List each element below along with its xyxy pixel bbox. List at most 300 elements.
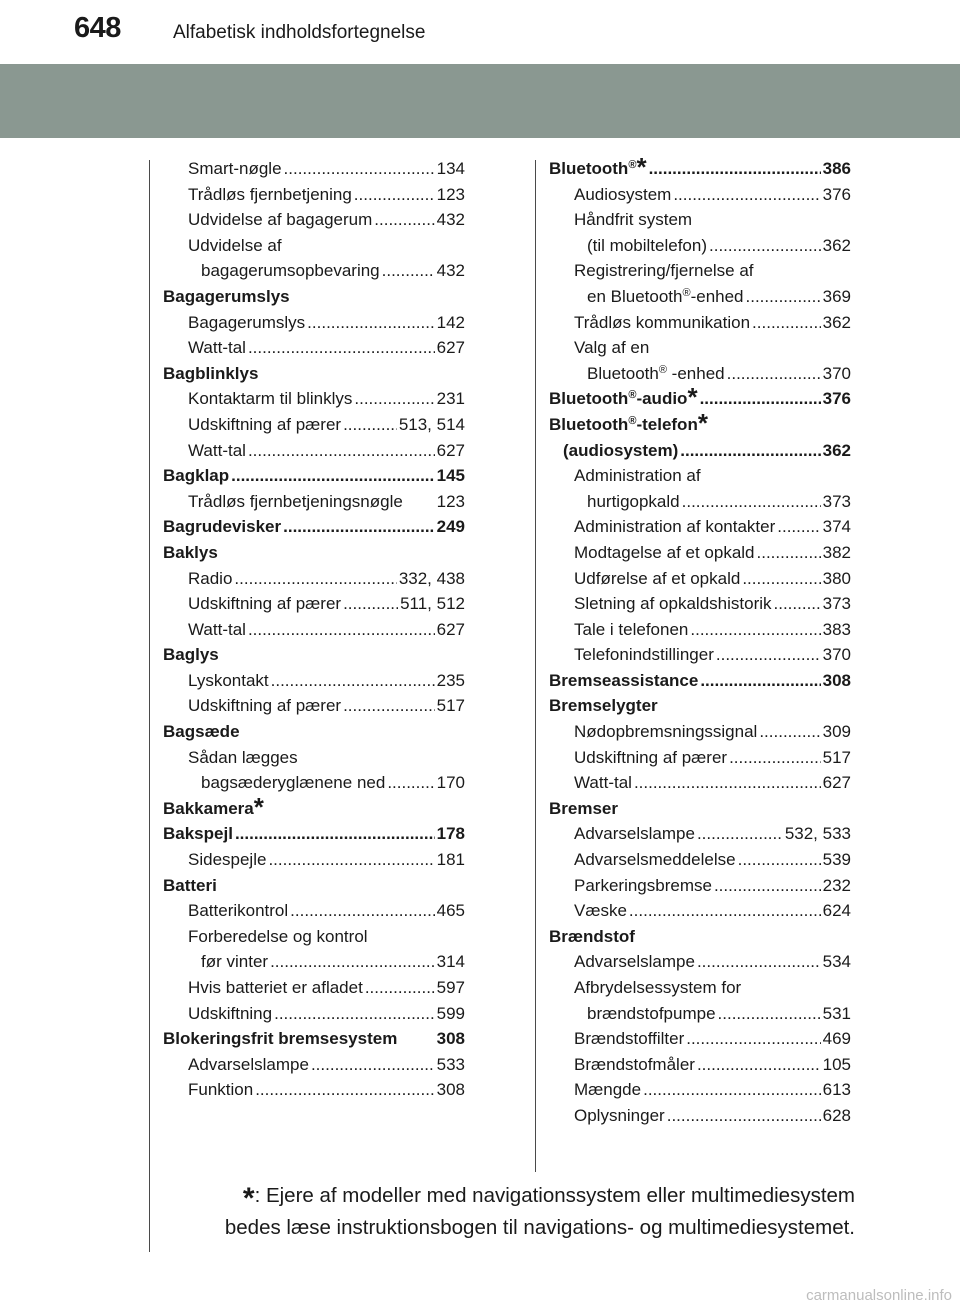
entry-term bbox=[574, 617, 688, 643]
entry-text: Baglys bbox=[163, 645, 219, 665]
dot-leader bbox=[354, 386, 434, 412]
entry-term bbox=[188, 489, 403, 515]
entry-term bbox=[574, 1052, 695, 1078]
dot-leader bbox=[231, 463, 434, 489]
index-entry bbox=[549, 693, 851, 719]
entry-text: Bakspejl bbox=[163, 824, 233, 844]
entry-text-suffix: -enhed bbox=[690, 286, 744, 306]
entry-text: Sidespejle bbox=[188, 850, 267, 870]
entry-text: Kontaktarm til blinklys bbox=[188, 389, 353, 409]
page-reference: 432 bbox=[436, 210, 465, 230]
page-reference: 123 bbox=[436, 491, 465, 511]
index-entry bbox=[549, 152, 851, 182]
entry-text: bagagerumsopbevaring bbox=[201, 261, 380, 281]
index-entry bbox=[163, 791, 465, 822]
entry-term bbox=[549, 382, 698, 413]
page-reference: 627 bbox=[436, 440, 465, 460]
entry-term bbox=[587, 284, 744, 310]
entry-term bbox=[188, 847, 266, 873]
footnote bbox=[195, 1180, 855, 1244]
index-entry bbox=[163, 949, 465, 975]
footnote-text-1: : Ejere af modeller med navigationssystem eller multimediesystem bbox=[254, 1184, 855, 1207]
index-entry bbox=[163, 1077, 465, 1103]
entry-term bbox=[188, 975, 363, 1001]
index-entry bbox=[549, 796, 851, 822]
entry-term bbox=[188, 1052, 309, 1078]
entry-term bbox=[574, 258, 754, 284]
entry-text: Advarselsmeddelelse bbox=[574, 850, 736, 870]
index-entry bbox=[549, 668, 851, 694]
entry-text: Audiosystem bbox=[574, 184, 672, 204]
page-reference: 628 bbox=[822, 1105, 851, 1125]
index-entry bbox=[549, 821, 851, 847]
dot-leader bbox=[752, 310, 821, 336]
page-reference: 362 bbox=[822, 312, 851, 332]
entry-text-suffix: -telefon bbox=[636, 414, 698, 434]
index-entry bbox=[549, 407, 851, 438]
index-entry bbox=[163, 566, 465, 592]
index-entry bbox=[163, 386, 465, 412]
entry-text-suffix: -enhed bbox=[666, 363, 725, 383]
entry-term bbox=[574, 975, 741, 1001]
entry-term bbox=[549, 407, 708, 438]
entry-term bbox=[574, 310, 750, 336]
page-reference: 517 bbox=[822, 747, 851, 767]
entry-text: Oplysninger bbox=[574, 1105, 665, 1125]
entry-term bbox=[574, 873, 712, 899]
entry-term bbox=[201, 949, 268, 975]
entry-text: Registrering/fjernelse af bbox=[574, 261, 754, 281]
entry-text: Watt-tal bbox=[188, 338, 246, 358]
index-entry bbox=[549, 182, 851, 208]
index-entry bbox=[163, 438, 465, 464]
dot-leader bbox=[700, 668, 820, 694]
page-reference: 314 bbox=[436, 952, 465, 972]
page-reference: 362 bbox=[822, 440, 851, 460]
page-reference: 181 bbox=[436, 850, 465, 870]
footnote-line-1 bbox=[195, 1180, 855, 1215]
page-reference: 627 bbox=[822, 773, 851, 793]
page-reference: 517 bbox=[436, 696, 465, 716]
page-reference: 308 bbox=[822, 670, 851, 690]
entry-text: Administration af kontakter bbox=[574, 517, 776, 537]
entry-term bbox=[188, 412, 341, 438]
index-entry bbox=[549, 489, 851, 515]
entry-text: Udskiftning af pærer bbox=[574, 747, 728, 767]
page-reference: 309 bbox=[822, 722, 851, 742]
footnote-star: * bbox=[636, 152, 647, 182]
entry-text: Bremseassistance bbox=[549, 670, 699, 690]
page-reference: 123 bbox=[436, 184, 465, 204]
entry-text: Håndfrit system bbox=[574, 210, 693, 230]
entry-term bbox=[574, 1077, 641, 1103]
footnote-star: * bbox=[253, 791, 264, 822]
index-entry bbox=[549, 719, 851, 745]
entry-text: Bluetooth bbox=[549, 389, 629, 409]
index-entry bbox=[163, 489, 465, 515]
entry-term bbox=[587, 233, 707, 259]
dot-leader bbox=[343, 591, 398, 617]
entry-text: Forberedelse og kontrol bbox=[188, 926, 368, 946]
index-entry bbox=[163, 745, 465, 771]
index-entry bbox=[163, 1026, 465, 1052]
index-entry bbox=[163, 361, 465, 387]
entry-text: Bagagerumslys bbox=[188, 312, 306, 332]
entry-text: Bagrudevisker bbox=[163, 517, 282, 537]
page-reference: 105 bbox=[822, 1054, 851, 1074]
dot-leader bbox=[343, 412, 397, 438]
entry-term bbox=[163, 514, 281, 540]
entry-text: Bluetooth bbox=[549, 414, 629, 434]
page-reference: 232 bbox=[822, 875, 851, 895]
dot-leader bbox=[311, 1052, 435, 1078]
entry-text: Baklys bbox=[163, 542, 218, 562]
dot-leader bbox=[284, 156, 435, 182]
entry-term bbox=[188, 745, 298, 771]
index-entry bbox=[549, 642, 851, 668]
dot-leader bbox=[709, 233, 821, 259]
entry-text: Brændstoffilter bbox=[574, 1029, 685, 1049]
entry-text: Watt-tal bbox=[574, 773, 632, 793]
entry-text: Trådløs kommunikation bbox=[574, 312, 751, 332]
index-entry bbox=[549, 617, 851, 643]
entry-text: Sletning af opkaldshistorik bbox=[574, 594, 772, 614]
entry-term bbox=[574, 719, 757, 745]
dot-leader bbox=[387, 770, 434, 796]
dot-leader bbox=[686, 1026, 820, 1052]
index-entry bbox=[549, 1001, 851, 1027]
footnote-line-2: bedes læse instruktionsbogen til navigations- og multimediesystemet. bbox=[224, 1216, 855, 1239]
entry-term bbox=[574, 949, 695, 975]
dot-leader bbox=[248, 335, 435, 361]
index-entry bbox=[163, 284, 465, 310]
registered-mark: ® bbox=[682, 286, 691, 299]
page-reference: 235 bbox=[436, 670, 465, 690]
entry-term bbox=[188, 566, 232, 592]
entry-term bbox=[574, 847, 736, 873]
entry-text: Modtagelse af et opkald bbox=[574, 542, 755, 562]
entry-text: Udførelse af et opkald bbox=[574, 568, 741, 588]
page-reference: 170 bbox=[436, 773, 465, 793]
entry-term bbox=[549, 693, 658, 719]
registered-mark: ® bbox=[628, 414, 637, 427]
entry-term bbox=[201, 258, 380, 284]
index-entry bbox=[549, 310, 851, 336]
page-reference: 599 bbox=[436, 1003, 465, 1023]
entry-term bbox=[188, 1001, 272, 1027]
page-reference: 373 bbox=[822, 594, 851, 614]
index-entry bbox=[163, 642, 465, 668]
entry-text: Afbrydelsessystem for bbox=[574, 978, 742, 997]
page-reference: 613 bbox=[822, 1080, 851, 1100]
dot-leader bbox=[716, 642, 821, 668]
entry-term bbox=[574, 566, 740, 592]
index-entry bbox=[163, 540, 465, 566]
footnote-star: * bbox=[687, 382, 698, 413]
index-entry bbox=[163, 770, 465, 796]
entry-term bbox=[574, 770, 632, 796]
page-reference: 513, 514 bbox=[398, 414, 465, 434]
entry-text: Udskiftning bbox=[188, 1003, 273, 1023]
dot-leader bbox=[727, 361, 821, 387]
entry-term bbox=[574, 182, 671, 208]
index-entry bbox=[549, 745, 851, 771]
entry-term bbox=[574, 514, 775, 540]
entry-term bbox=[563, 438, 678, 464]
entry-term bbox=[188, 233, 282, 259]
index-entry bbox=[549, 438, 851, 464]
entry-text: Smart-nøgle bbox=[188, 159, 282, 178]
page-reference: 231 bbox=[436, 389, 465, 409]
index-entry bbox=[163, 693, 465, 719]
entry-text: Udvidelse af bbox=[188, 235, 282, 255]
entry-text: Hvis batteriet er afladet bbox=[188, 978, 363, 997]
entry-text: (til mobiltelefon) bbox=[587, 235, 707, 255]
index-entry bbox=[163, 233, 465, 259]
dot-leader bbox=[270, 949, 435, 975]
entry-term bbox=[587, 361, 725, 387]
page-reference: 373 bbox=[822, 491, 851, 511]
dot-leader bbox=[307, 310, 434, 336]
dot-leader bbox=[714, 873, 821, 899]
page-reference: 362 bbox=[822, 235, 851, 255]
index-entry bbox=[549, 924, 851, 950]
entry-term bbox=[163, 873, 217, 899]
dot-leader bbox=[700, 386, 821, 412]
index-entry bbox=[549, 233, 851, 259]
entry-term bbox=[188, 617, 246, 643]
entry-text: (audiosystem) bbox=[563, 440, 679, 460]
entry-term bbox=[163, 1026, 397, 1052]
entry-text: brændstofpumpe bbox=[587, 1003, 716, 1023]
dot-leader bbox=[248, 438, 435, 464]
entry-text: Bluetooth bbox=[587, 363, 659, 383]
entry-term bbox=[574, 207, 692, 233]
entry-term bbox=[549, 796, 618, 822]
dot-leader bbox=[234, 566, 396, 592]
index-entry bbox=[549, 1026, 851, 1052]
entry-term bbox=[163, 719, 240, 745]
column-divider bbox=[535, 160, 536, 1172]
entry-text: Bremser bbox=[549, 798, 618, 818]
dot-leader bbox=[649, 156, 821, 182]
entry-text: Trådløs fjernbetjening bbox=[188, 184, 352, 204]
header-band bbox=[0, 64, 960, 138]
dot-leader bbox=[742, 566, 820, 592]
entry-text: Sådan lægges bbox=[188, 747, 298, 767]
entry-text: bagsæderyglænene ned bbox=[201, 773, 386, 793]
page-reference: 469 bbox=[822, 1029, 851, 1049]
page-reference: 249 bbox=[436, 517, 465, 537]
dot-leader bbox=[255, 1077, 434, 1103]
entry-term bbox=[163, 540, 218, 566]
registered-mark: ® bbox=[658, 363, 667, 376]
page-reference: 386 bbox=[822, 159, 851, 178]
entry-text: Bagsæde bbox=[163, 722, 240, 742]
entry-term bbox=[574, 898, 627, 924]
watermark: carmanualsonline.info bbox=[806, 1287, 952, 1304]
entry-text: Batteri bbox=[163, 875, 217, 895]
entry-term bbox=[574, 335, 649, 361]
entry-term bbox=[188, 591, 341, 617]
entry-text: Batterikontrol bbox=[188, 901, 289, 921]
entry-text: Blokeringsfrit bremsesystem bbox=[163, 1029, 398, 1049]
index-entry bbox=[163, 668, 465, 694]
index-entry bbox=[549, 949, 851, 975]
left-column-rule bbox=[149, 160, 150, 1252]
dot-leader bbox=[290, 898, 434, 924]
entry-term bbox=[201, 770, 385, 796]
page-reference: 369 bbox=[822, 286, 851, 306]
entry-text: Advarselslampe bbox=[574, 952, 695, 972]
entry-term bbox=[574, 642, 714, 668]
entry-term bbox=[188, 335, 246, 361]
entry-text: Udvidelse af bagagerum bbox=[188, 210, 373, 230]
page-reference: 370 bbox=[822, 645, 851, 665]
page-reference: 432 bbox=[436, 261, 465, 281]
entry-text: Brændstof bbox=[549, 926, 635, 946]
entry-term bbox=[188, 898, 288, 924]
dot-leader bbox=[271, 668, 435, 694]
page-reference: 597 bbox=[436, 978, 465, 997]
entry-term bbox=[188, 924, 368, 950]
entry-text: før vinter bbox=[201, 952, 269, 972]
entry-term bbox=[163, 463, 229, 489]
entry-text: Mængde bbox=[574, 1080, 642, 1100]
index-entry bbox=[163, 873, 465, 899]
index-entry bbox=[163, 924, 465, 950]
entry-text: Tale i telefonen bbox=[574, 619, 689, 639]
entry-term bbox=[574, 1026, 684, 1052]
index-entry bbox=[163, 335, 465, 361]
page-heading: Alfabetisk indholdsfortegnelse bbox=[173, 22, 426, 43]
index-entry bbox=[549, 1103, 851, 1129]
dot-leader bbox=[667, 1103, 821, 1129]
entry-text: Valg af en bbox=[574, 338, 650, 358]
footnote-marker: * bbox=[242, 1182, 255, 1215]
page-reference: 511, 512 bbox=[400, 594, 465, 614]
entry-term bbox=[574, 821, 695, 847]
dot-leader bbox=[354, 182, 435, 208]
index-entry bbox=[163, 310, 465, 336]
dot-leader bbox=[697, 821, 783, 847]
entry-term bbox=[163, 642, 219, 668]
entry-term bbox=[163, 361, 258, 387]
page-reference: 465 bbox=[436, 901, 465, 921]
index-entry bbox=[163, 182, 465, 208]
footnote-star: * bbox=[697, 407, 708, 438]
registered-mark: ® bbox=[628, 159, 637, 171]
dot-leader bbox=[248, 617, 435, 643]
index-entry bbox=[549, 361, 851, 387]
index-entry bbox=[549, 591, 851, 617]
page-reference: 380 bbox=[822, 568, 851, 588]
dot-leader bbox=[777, 514, 820, 540]
dot-leader bbox=[382, 258, 435, 284]
entry-term bbox=[574, 540, 755, 566]
entry-text: Telefonindstillinger bbox=[574, 645, 714, 665]
dot-leader bbox=[274, 1001, 435, 1027]
entry-term bbox=[188, 1077, 253, 1103]
index-entry bbox=[549, 770, 851, 796]
index-entry bbox=[163, 821, 465, 847]
dot-leader bbox=[759, 719, 820, 745]
entry-term bbox=[587, 1001, 716, 1027]
page-reference: 332, 438 bbox=[398, 568, 465, 588]
index-column-right bbox=[549, 152, 851, 1129]
dot-leader bbox=[746, 284, 821, 310]
index-entry bbox=[549, 540, 851, 566]
index-entry bbox=[163, 719, 465, 745]
entry-term bbox=[163, 821, 233, 847]
entry-term bbox=[188, 310, 305, 336]
index-entry bbox=[549, 1052, 851, 1078]
dot-leader bbox=[697, 949, 821, 975]
index-entry bbox=[163, 514, 465, 540]
entry-term bbox=[163, 284, 290, 310]
entry-term bbox=[188, 386, 352, 412]
entry-text: Nødopbremsningssignal bbox=[574, 722, 758, 742]
page-reference: 624 bbox=[822, 901, 851, 921]
entry-text: Advarselslampe bbox=[574, 824, 695, 844]
index-entry bbox=[549, 258, 851, 284]
page-reference: 376 bbox=[822, 184, 851, 204]
index-entry bbox=[163, 898, 465, 924]
page-reference: 308 bbox=[436, 1080, 465, 1100]
dot-leader bbox=[774, 591, 821, 617]
entry-text: Radio bbox=[188, 568, 233, 588]
index-entry bbox=[549, 463, 851, 489]
entry-text: Trådløs fjernbetjeningsnøgle bbox=[188, 491, 403, 511]
dot-leader bbox=[682, 489, 821, 515]
index-entry bbox=[549, 566, 851, 592]
index-entry bbox=[163, 1001, 465, 1027]
dot-leader bbox=[365, 975, 435, 1001]
dot-leader bbox=[235, 821, 435, 847]
entry-term bbox=[587, 489, 680, 515]
index-entry bbox=[163, 1052, 465, 1078]
page-reference: 374 bbox=[822, 517, 851, 537]
entry-term bbox=[549, 668, 698, 694]
index-entry bbox=[163, 975, 465, 1001]
entry-text: Lyskontakt bbox=[188, 670, 269, 690]
page-reference: 383 bbox=[822, 619, 851, 639]
index-entry bbox=[549, 1077, 851, 1103]
dot-leader bbox=[718, 1001, 821, 1027]
dot-leader bbox=[680, 438, 820, 464]
dot-leader bbox=[634, 770, 821, 796]
registered-mark: ® bbox=[628, 389, 637, 402]
index-entry bbox=[163, 156, 465, 182]
index-entry bbox=[163, 207, 465, 233]
dot-leader bbox=[729, 745, 821, 771]
entry-text: Watt-tal bbox=[188, 440, 246, 460]
entry-text: Bakkamera bbox=[163, 798, 254, 818]
page-reference: 382 bbox=[822, 542, 851, 562]
dot-leader bbox=[374, 207, 434, 233]
page-reference: 134 bbox=[436, 159, 465, 178]
entry-term bbox=[188, 156, 282, 182]
dot-leader bbox=[757, 540, 821, 566]
entry-text: Watt-tal bbox=[188, 619, 246, 639]
page-reference: 145 bbox=[436, 466, 465, 486]
index-entry bbox=[549, 284, 851, 310]
entry-term bbox=[188, 693, 341, 719]
index-entry bbox=[163, 258, 465, 284]
dot-leader bbox=[343, 693, 435, 719]
index-entry bbox=[549, 898, 851, 924]
entry-term bbox=[574, 591, 772, 617]
